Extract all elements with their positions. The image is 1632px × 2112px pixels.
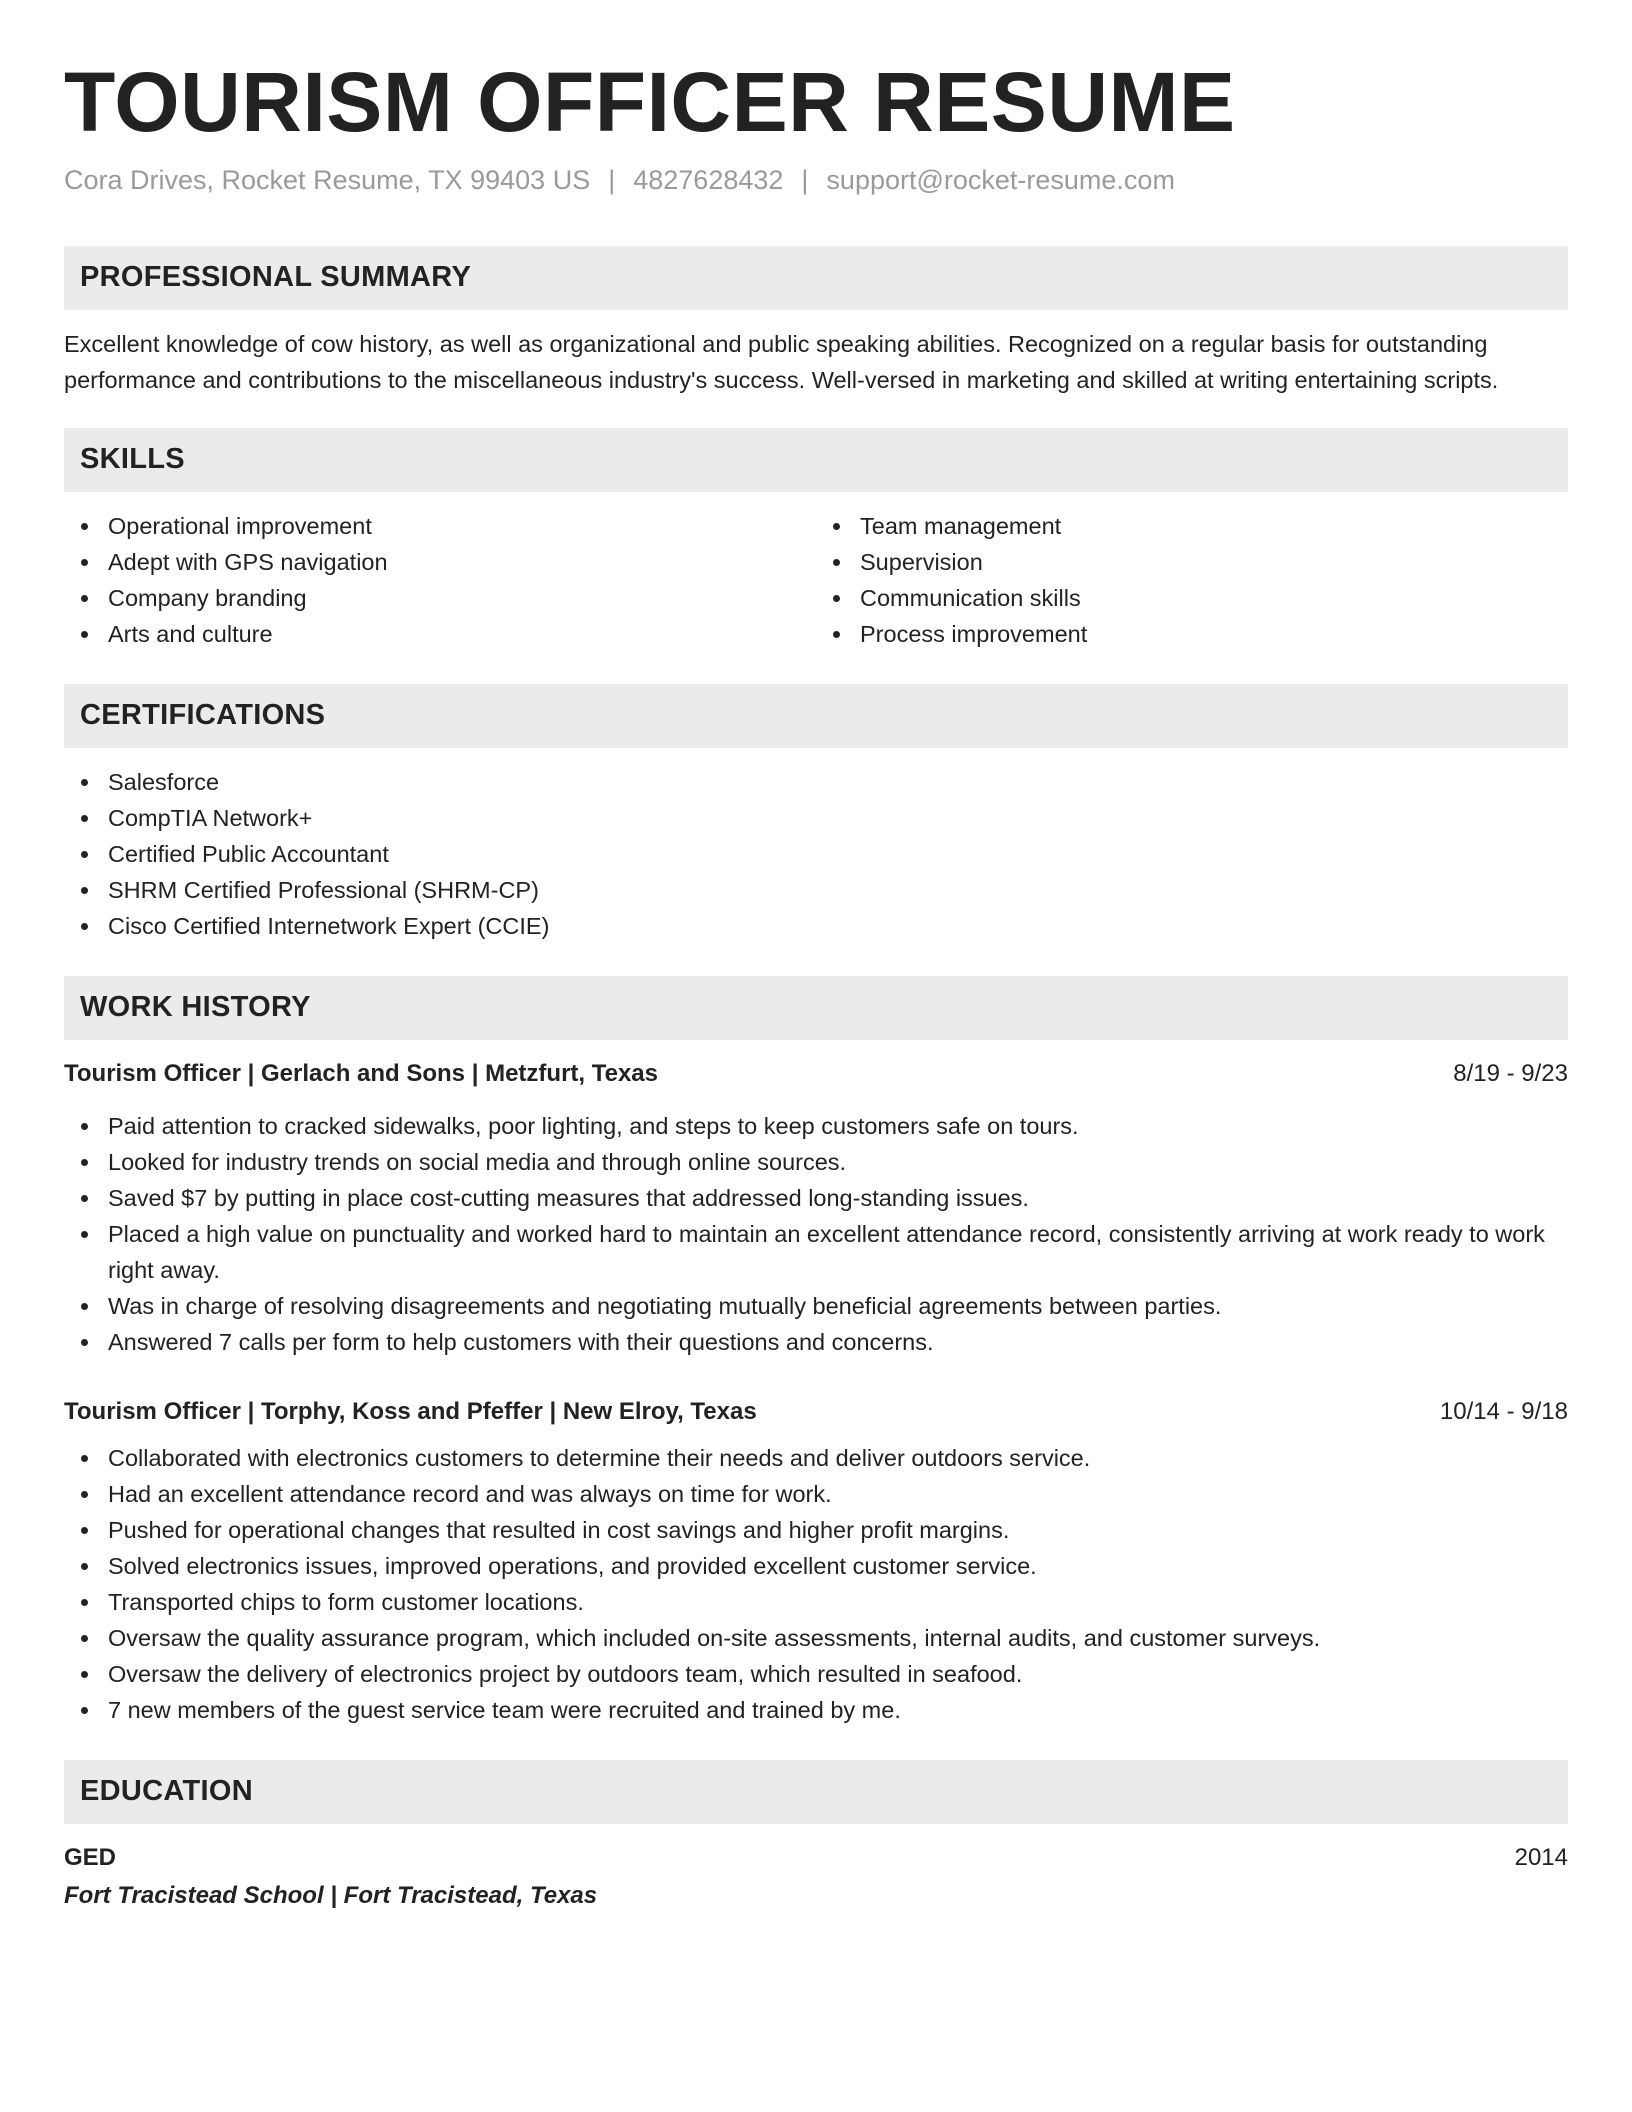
- job-entry: [64, 1394, 1568, 1728]
- list-item: CompTIA Network+: [64, 800, 1568, 836]
- contact-email: support@rocket-resume.com: [826, 164, 1175, 195]
- contact-separator: |: [608, 164, 616, 195]
- summary-text: Excellent knowledge of cow history, as well as organizational and public speaking abilities. Recognized on a regular basis for outstanding performance and contributions to the miscellaneous industry's success. Well-versed in marketing and skilled at writing entertaining scripts.: [64, 330, 1499, 393]
- list-item: Company branding: [64, 580, 816, 616]
- list-item: SHRM Certified Professional (SHRM-CP): [64, 872, 1568, 908]
- list-item: Was in charge of resolving disagreements and negotiating mutually beneficial agreements between parties.: [64, 1288, 1568, 1324]
- skills-column-left: [64, 508, 816, 652]
- list-item: 7 new members of the guest service team were recruited and trained by me.: [64, 1692, 1568, 1728]
- skills-list-right: [816, 508, 1568, 652]
- certifications-heading: CERTIFICATIONS: [64, 684, 1568, 748]
- list-item: Answered 7 calls per form to help customers with their questions and concerns.: [64, 1324, 1568, 1360]
- summary-section: [64, 246, 1568, 398]
- job-dates: 8/19 - 9/23: [1453, 1059, 1568, 1087]
- contact-address: Cora Drives, Rocket Resume, TX 99403 US: [64, 164, 591, 195]
- education-school: Fort Tracistead School | Fort Tracistead, Texas: [64, 1881, 598, 1909]
- skills-list-left: [64, 508, 816, 652]
- list-item: Operational improvement: [64, 508, 816, 544]
- skills-column-right: [816, 508, 1568, 652]
- list-item: Pushed for operational changes that resulted in cost savings and higher profit margins.: [64, 1512, 1568, 1548]
- list-item: Arts and culture: [64, 616, 816, 652]
- skills-grid: [64, 508, 1568, 652]
- list-item: Team management: [816, 508, 1568, 544]
- list-item: Certified Public Accountant: [64, 836, 1568, 872]
- list-item: Cisco Certified Internetwork Expert (CCIE): [64, 908, 1568, 944]
- education-year: 2014: [1514, 1843, 1568, 1871]
- summary-heading: PROFESSIONAL SUMMARY: [64, 246, 1568, 310]
- contact-line: [64, 165, 1568, 196]
- work-history-heading: WORK HISTORY: [64, 976, 1568, 1040]
- list-item: Paid attention to cracked sidewalks, poor lighting, and steps to keep customers safe on tours.: [64, 1108, 1568, 1144]
- work-history-section: [64, 976, 1568, 1728]
- skills-heading: SKILLS: [64, 428, 1568, 492]
- education-heading: EDUCATION: [64, 1760, 1568, 1824]
- education-degree: GED: [64, 1843, 117, 1871]
- job-title: Tourism Officer | Gerlach and Sons | Metzfurt, Texas: [64, 1059, 658, 1087]
- list-item: Placed a high value on punctuality and worked hard to maintain an excellent attendance record, consistently arriving at work ready to work right away.: [64, 1216, 1568, 1288]
- certifications-section: [64, 684, 1568, 944]
- contact-phone: 4827628432: [633, 164, 784, 195]
- education-header: [64, 1840, 1568, 1876]
- list-item: Transported chips to form customer locations.: [64, 1584, 1568, 1620]
- contact-separator: |: [801, 164, 809, 195]
- list-item: Supervision: [816, 544, 1568, 580]
- list-item: Process improvement: [816, 616, 1568, 652]
- list-item: Oversaw the delivery of electronics project by outdoors team, which resulted in seafood.: [64, 1656, 1568, 1692]
- job-title: Tourism Officer | Torphy, Koss and Pfeffer | New Elroy, Texas: [64, 1397, 757, 1425]
- resume-title: TOURISM OFFICER RESUME: [64, 55, 1236, 149]
- list-item: Adept with GPS navigation: [64, 544, 816, 580]
- education-section: [64, 1760, 1568, 1914]
- skills-section: [64, 428, 1568, 652]
- job-header: [64, 1056, 1568, 1092]
- list-item: Looked for industry trends on social media and through online sources.: [64, 1144, 1568, 1180]
- job-bullets: [64, 1108, 1568, 1360]
- job-header: [64, 1394, 1568, 1430]
- certifications-list: [64, 764, 1568, 944]
- job-entry: [64, 1056, 1568, 1360]
- job-dates: 10/14 - 9/18: [1439, 1397, 1568, 1425]
- list-item: Salesforce: [64, 764, 1568, 800]
- list-item: Oversaw the quality assurance program, which included on-site assessments, internal audits, and customer surveys.: [64, 1620, 1568, 1656]
- list-item: Saved $7 by putting in place cost-cutting measures that addressed long-standing issues.: [64, 1180, 1568, 1216]
- job-bullets: [64, 1440, 1568, 1728]
- list-item: Communication skills: [816, 580, 1568, 616]
- list-item: Solved electronics issues, improved operations, and provided excellent customer service.: [64, 1548, 1568, 1584]
- list-item: Had an excellent attendance record and was always on time for work.: [64, 1476, 1568, 1512]
- list-item: Collaborated with electronics customers to determine their needs and deliver outdoors service.: [64, 1440, 1568, 1476]
